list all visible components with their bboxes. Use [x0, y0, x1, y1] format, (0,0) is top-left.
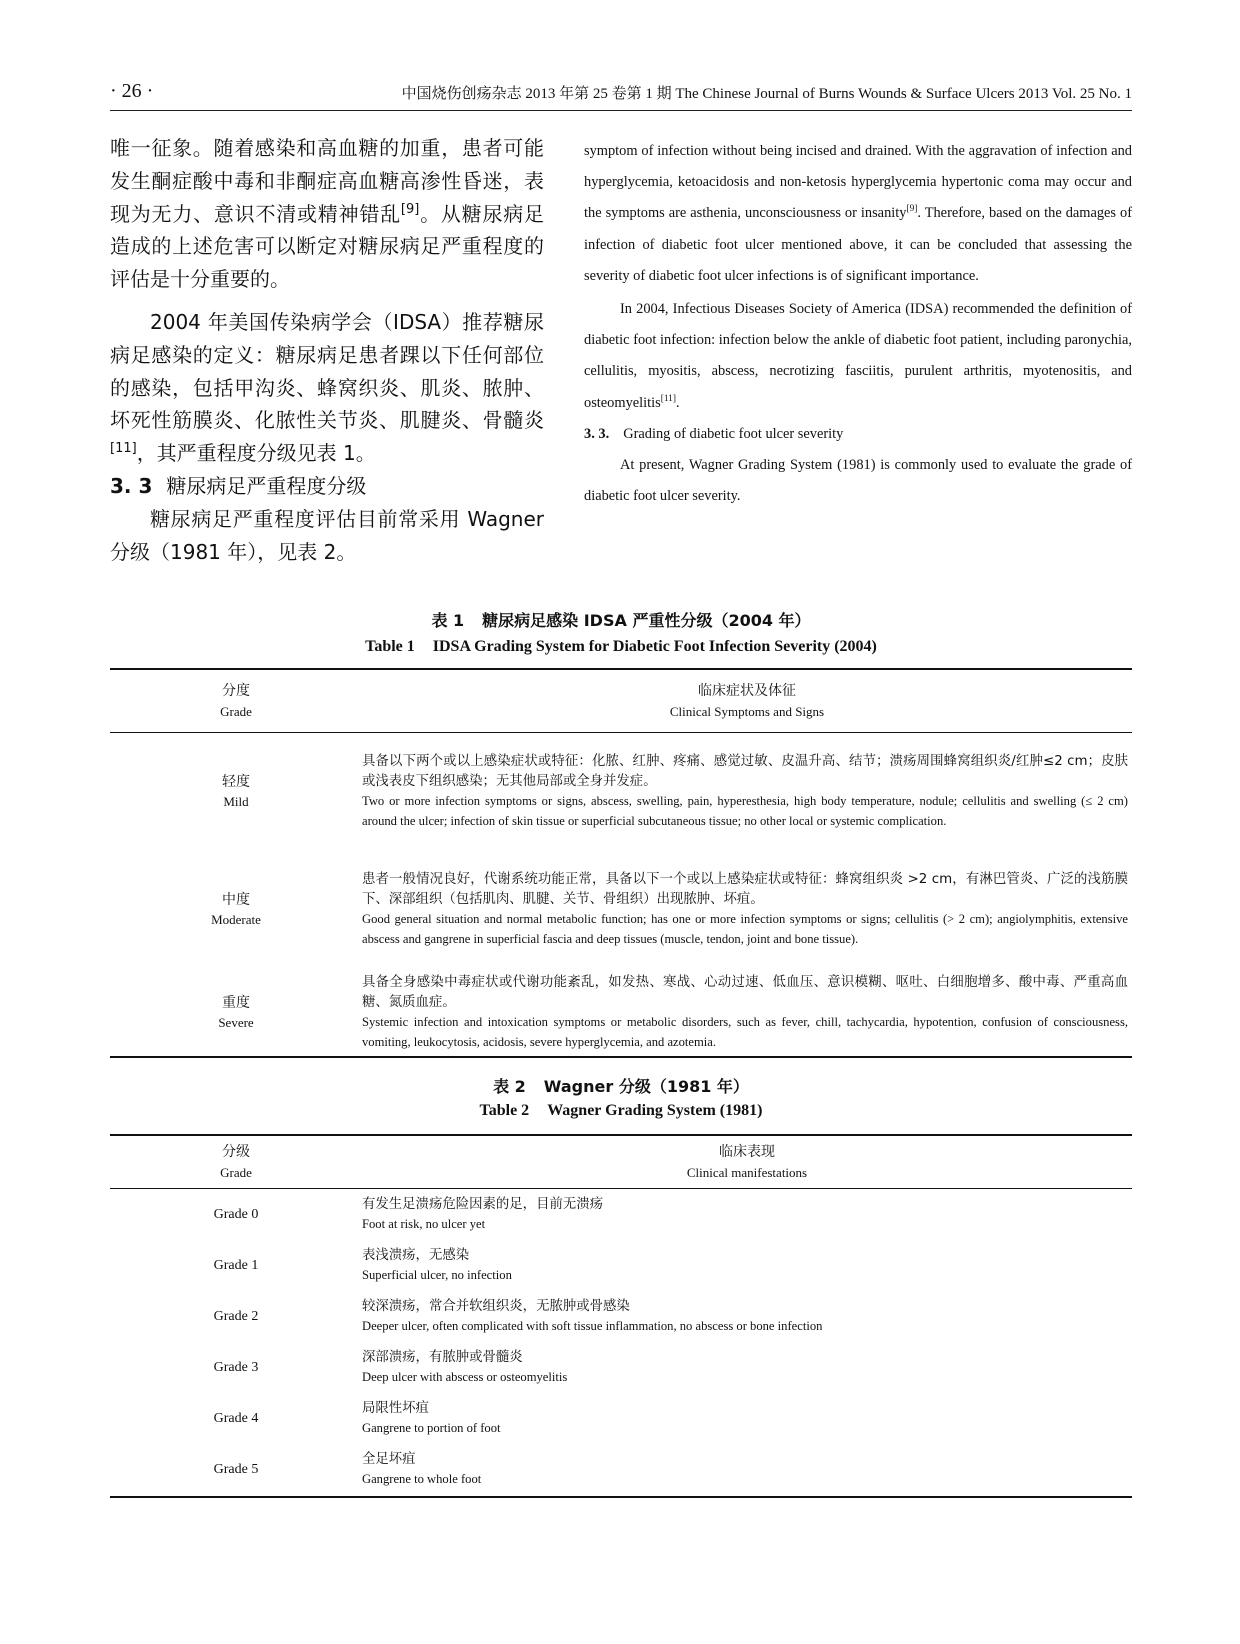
description-zh: 具备以下两个或以上感染症状或特征：化脓、红肿、疼痛、感觉过敏、皮温升高、结节；溃疡周围蜂窝组织炎/红肿≤2 cm；皮肤或浅表皮下组织感染；无其他局部或全身并发症。	[362, 753, 1128, 789]
description-zh: 深部溃疡，有脓肿或骨髓炎	[362, 1349, 523, 1365]
zh-p2-citation: [11]	[110, 441, 137, 457]
zh-section-number: 3. 3	[110, 473, 153, 498]
table1-caption-en	[110, 638, 1132, 656]
table1-header-desc-zh: 临床症状及体征	[698, 683, 796, 699]
table2-caption-zh	[110, 1074, 1132, 1097]
description-en: Good general situation and normal metabolic function; has one or more infection symptoms or signs; cellulitis (> 2 cm); angiolymphitis, extensive abscess and gangrene in superficial fascia and deep tissues (muscle, tendon, joint and bone tissue).	[362, 912, 1128, 946]
grade-cell	[110, 772, 362, 812]
grade-zh: 中度	[222, 892, 250, 908]
journal-title: 中国烧伤创疡杂志 2013 年第 25 卷第 1 期 The Chinese Journal of Burns Wounds & Surface Ulcers 2013 Vol. 25 No. 1	[401, 86, 1132, 102]
table-row	[110, 1393, 1132, 1444]
table1-label-zh: 表 1	[431, 611, 465, 630]
description-cell	[362, 973, 1132, 1053]
grade-cell: Grade 4	[213, 1410, 259, 1426]
table-row	[110, 850, 1132, 970]
table-row	[110, 733, 1132, 850]
table2-header-grade-en: Grade	[220, 1165, 252, 1180]
table1-header-grade-zh: 分度	[222, 683, 250, 699]
description-en: Gangrene to portion of foot	[362, 1420, 501, 1435]
description-cell	[362, 1399, 1132, 1439]
zh-paragraph-1	[110, 132, 544, 296]
description-zh: 患者一般情况良好，代谢系统功能正常，具备以下一个或以上感染症状或特征：蜂窝组织炎 >2 cm，有淋巴管炎、广泛的浅筋膜下、深部组织（包括肌肉、肌腱、关节、骨组织）出现脓肿、坏疽。	[362, 872, 1128, 908]
zh-section-heading	[110, 470, 544, 503]
table2-header-grade	[110, 1141, 362, 1183]
chinese-column	[110, 132, 544, 568]
grade-cell: Grade 2	[213, 1308, 259, 1324]
table2-caption-en	[110, 1102, 1132, 1120]
table2-header-row	[110, 1136, 1132, 1189]
table2	[110, 1134, 1132, 1498]
description-zh: 较深溃疡，常合并软组织炎，无脓肿或骨感染	[362, 1298, 630, 1314]
en-section-number: 3. 3.	[584, 425, 610, 442]
table1-header-grade	[110, 680, 362, 722]
table1	[110, 668, 1132, 1058]
grade-cell: Grade 5	[213, 1462, 259, 1477]
table1-header-row	[110, 670, 1132, 733]
table-row	[110, 970, 1132, 1056]
description-en: Superficial ulcer, no infection	[362, 1267, 512, 1282]
table1-caption-zh	[110, 608, 1132, 631]
zh-p2-text-b: ，其严重程度分级见表 1。	[136, 441, 376, 466]
table1-header-grade-en: Grade	[220, 704, 252, 719]
grade-zh: 重度	[222, 995, 250, 1011]
en-p1-citation: [9]	[906, 204, 918, 215]
en-section-heading	[584, 419, 1132, 450]
zh-p1-text-a: 唯一征象。随着感染和高血糖的加重，患者可能发生酮症酸中毒和非酮症高血糖高渗性昏迷，表现为无力、意识不清或精神错乱	[110, 136, 544, 226]
description-en: Deeper ulcer, often complicated with soft tissue inflammation, no abscess or bone infection	[362, 1318, 823, 1333]
table1-title-zh: 糖尿病足感染 IDSA 严重性分级（2004 年）	[482, 611, 811, 630]
table1-header-desc-en: Clinical Symptoms and Signs	[669, 704, 825, 719]
en-p1-text-a: symptom of infection without being incised and drained. With the aggravation of infection and hyperglycemia, ketoacidosis and non-ketosis hyperglycemia hypertonic coma may occur and the symptoms are asthenia, unconsciousness or insanity	[584, 143, 1132, 222]
table2-header-desc	[362, 1141, 1132, 1183]
description-cell	[362, 1246, 1132, 1286]
zh-p2-text-a: 2004 年美国传染病学会（IDSA）推荐糖尿病足感染的定义：糖尿病足患者踝以下任何部位的感染，包括甲沟炎、蜂窝织炎、肌炎、脓肿、坏死性筋膜炎、化脓性关节炎、肌腱炎、骨髓炎	[110, 309, 544, 433]
running-header	[110, 80, 1132, 112]
description-cell	[362, 870, 1132, 950]
description-zh: 有发生足溃疡危险因素的足，目前无溃疡	[362, 1196, 604, 1212]
table2-title-en: Wagner Grading System (1981)	[547, 1102, 763, 1119]
table-row	[110, 1240, 1132, 1291]
table2-title-zh: Wagner 分级（1981 年）	[543, 1077, 749, 1096]
grade-cell: Grade 1	[213, 1257, 259, 1273]
en-paragraph-1	[584, 136, 1132, 292]
description-cell	[362, 1297, 1132, 1337]
en-p2-citation: [11]	[660, 393, 676, 404]
table1-header-desc	[362, 680, 1132, 722]
grade-cell	[110, 993, 362, 1033]
table2-header-grade-zh: 分级	[222, 1144, 250, 1160]
description-cell	[362, 1195, 1132, 1235]
zh-paragraph-3: 糖尿病足严重程度评估目前常采用 Wagner 分级（1981 年），见表 2。	[110, 506, 544, 564]
en-p1-text-b: . Therefore, based on the damages of infection of diabetic foot ulcer mentioned above, it can be concluded that assessing the severity of diabetic foot ulcer infections is of significant importance.	[584, 205, 1133, 284]
grade-en: Moderate	[211, 912, 261, 927]
description-zh: 全足坏疽	[362, 1452, 416, 1468]
table-row	[110, 1342, 1132, 1393]
table2-header-desc-en: Clinical manifestations	[686, 1165, 808, 1180]
grade-en: Mild	[223, 793, 249, 809]
page-number: · 26 ·	[110, 80, 154, 102]
description-en: Deep ulcer with abscess or osteomyelitis	[362, 1369, 568, 1384]
description-cell	[362, 1450, 1132, 1490]
table2-header-desc-zh: 临床表现	[719, 1144, 775, 1160]
description-zh: 局限性坏疽	[362, 1400, 429, 1416]
description-en: Gangrene to whole foot	[362, 1472, 482, 1487]
table1-title-en: IDSA Grading System for Diabetic Foot Infection Severity (2004)	[432, 638, 877, 655]
grade-cell: Grade 3	[213, 1359, 259, 1375]
zh-p1-citation: [9]	[400, 201, 420, 217]
en-paragraph-3: At present, Wagner Grading System (1981) is commonly used to evaluate the grade of diabetic foot ulcer severity.	[584, 457, 1132, 505]
description-en: Systemic infection and intoxication symptoms or metabolic disorders, such as fever, chill, tachycardia, hypotention, confusion of consciousness, vomiting, leukocytosis, acidosis, severe hyperglycemia, and azotemia.	[362, 1015, 1128, 1049]
header-rule	[110, 110, 1132, 111]
description-en: Foot at risk, no ulcer yet	[362, 1216, 486, 1231]
table-row	[110, 1444, 1132, 1496]
grade-cell	[110, 890, 362, 930]
en-section-title: Grading of diabetic foot ulcer severity	[623, 425, 844, 442]
zh-p1-text-b: 。从糖尿病足造成的上述危害可以断定对糖尿病足严重程度的评估是十分重要的。	[110, 201, 545, 292]
table-row	[110, 1189, 1132, 1240]
table-row	[110, 1291, 1132, 1342]
description-cell	[362, 1348, 1132, 1388]
description-zh: 表浅溃疡，无感染	[362, 1247, 470, 1263]
description-cell	[362, 752, 1132, 832]
en-p2-text-b: .	[675, 394, 680, 411]
zh-section-title: 糖尿病足严重程度分级	[166, 473, 367, 498]
en-p2-text-a: In 2004, Infectious Diseases Society of America (IDSA) recommended the definition of diabetic foot infection: infection below the ankle of diabetic foot patient, including paronychia, cellulitis, myositis, abscess, necrotizing fasciitis, purulent arthritis, myotenositis, and osteomyelitis	[584, 301, 1132, 411]
grade-cell: Grade 0	[213, 1206, 259, 1222]
description-en: Two or more infection symptoms or signs, abscess, swelling, pain, hyperesthesia, high body temperature, nodule; cellulitis and swelling (≤ 2 cm) around the ulcer; infection of skin tissue or superficial subcutaneous tissue; no other local or systemic complication.	[362, 793, 1128, 828]
en-paragraph-2	[584, 294, 1132, 419]
table2-label-en: Table 2	[479, 1102, 530, 1119]
grade-en: Severe	[218, 1015, 254, 1030]
zh-paragraph-2	[110, 306, 544, 470]
description-zh: 具备全身感染中毒症状或代谢功能紊乱，如发热、寒战、心动过速、低血压、意识模糊、呕吐、白细胞增多、酸中毒、严重高血糖、氮质血症。	[362, 975, 1128, 1011]
grade-zh: 轻度	[222, 773, 250, 790]
english-column	[584, 136, 1132, 512]
table1-label-en: Table 1	[365, 638, 415, 655]
table2-label-zh: 表 2	[493, 1077, 526, 1096]
